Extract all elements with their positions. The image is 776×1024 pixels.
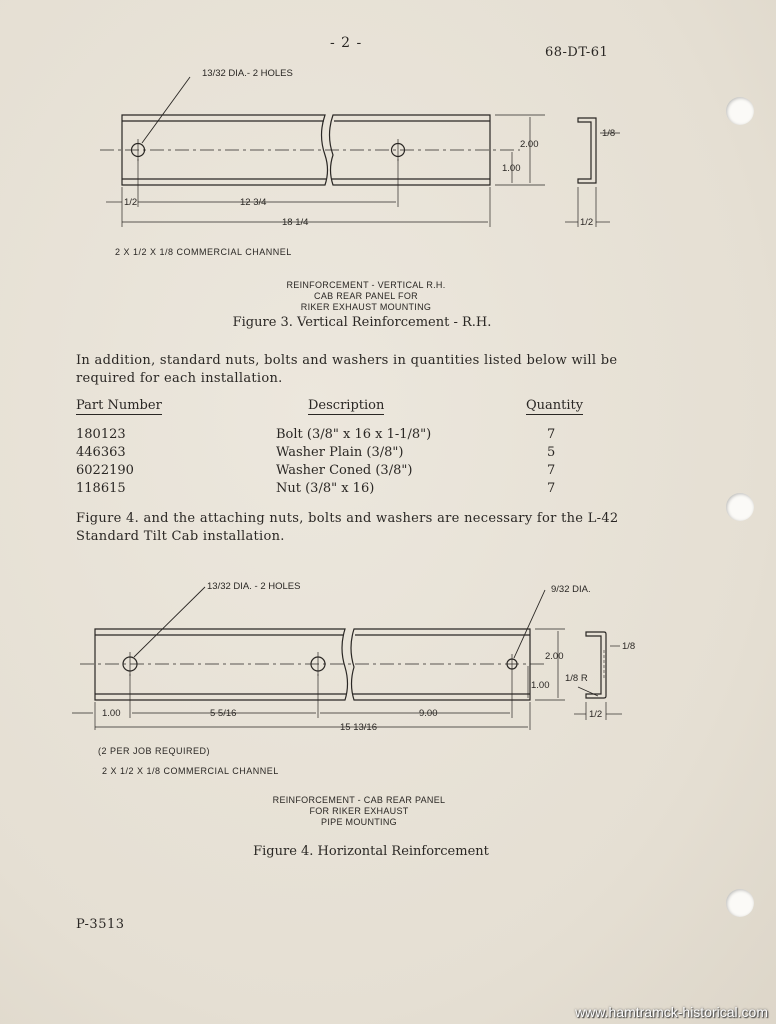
dimension-label: 5 5/16 <box>210 708 237 719</box>
column-header: Part Number <box>76 398 162 413</box>
dimension-label: 1/8 R <box>565 673 588 684</box>
dimension-label: 9.00 <box>419 708 438 719</box>
dimension-label: 12 3/4 <box>240 197 267 208</box>
caption-line: CAB REAR PANEL FOR <box>314 291 418 301</box>
paragraph: Figure 4. and the attaching nuts, bolts and washers are necessary for the L-42 Standard Tilt Cab installation. <box>76 511 619 544</box>
dimension-label: 1/8 <box>602 128 616 139</box>
figure-4-svg <box>0 570 776 750</box>
description: Washer Plain (3/8") <box>276 445 404 460</box>
document-code: P-3513 <box>76 917 125 932</box>
figure-3-caption <box>216 280 516 313</box>
channel-section-view <box>578 118 596 183</box>
dimension-label: 1.00 <box>502 163 521 174</box>
channel-note: 2 X 1/2 X 1/8 COMMERCIAL CHANNEL <box>115 247 292 257</box>
channel-section-view <box>586 632 606 698</box>
page-number: - 2 - <box>330 35 363 51</box>
caption-line: RIKER EXHAUST MOUNTING <box>300 302 432 312</box>
table-row <box>76 427 596 445</box>
dimension-label: 1/2 <box>124 197 138 208</box>
description: Bolt (3/8" x 16 x 1-1/8") <box>276 427 432 442</box>
column-header: Description <box>308 398 385 413</box>
table-row <box>76 445 596 463</box>
column-header: Quantity <box>526 398 584 413</box>
figure-4-title: Figure 4. Horizontal Reinforcement <box>253 844 489 859</box>
binder-hole <box>726 493 754 521</box>
document-number: 68-DT-61 <box>545 45 609 60</box>
holes-note: 13/32 DIA. - 2 HOLES <box>207 581 301 592</box>
caption-line: FOR RIKER EXHAUST <box>309 806 409 816</box>
figure-3-svg <box>0 55 776 255</box>
caption-line: REINFORCEMENT - CAB REAR PANEL <box>272 795 446 805</box>
table-row <box>76 481 596 499</box>
table-row <box>76 463 596 481</box>
figure-3-title: Figure 3. Vertical Reinforcement - R.H. <box>232 315 492 330</box>
binder-hole <box>726 889 754 917</box>
quantity: 7 <box>547 481 556 496</box>
dimension-label: 1.00 <box>531 680 550 691</box>
dimension-label: 1.00 <box>102 708 121 719</box>
channel-left-segment <box>95 629 348 700</box>
quantity: 5 <box>547 445 556 460</box>
dimension-label: 1/2 <box>589 709 603 720</box>
part-number: 6022190 <box>76 463 134 478</box>
quantity: 7 <box>547 427 556 442</box>
channel-note: 2 X 1/2 X 1/8 COMMERCIAL CHANNEL <box>102 766 279 776</box>
caption-line: PIPE MOUNTING <box>321 817 397 827</box>
dimension-label: 15 13/16 <box>340 722 377 733</box>
part-number: 446363 <box>76 445 126 460</box>
caption-line: REINFORCEMENT - VERTICAL R.H. <box>286 280 446 290</box>
part-number: 118615 <box>76 481 126 496</box>
description: Nut (3/8" x 16) <box>276 481 375 496</box>
dimension-label: 18 1/4 <box>282 217 309 228</box>
small-hole-note: 9/32 DIA. <box>551 584 591 595</box>
dimension-label: 2.00 <box>520 139 539 150</box>
part-number: 180123 <box>76 427 126 442</box>
channel-right-segment <box>351 629 530 700</box>
figure-4-drawing <box>0 570 776 750</box>
dimension-label: 1/8 <box>622 641 636 652</box>
dimension-label: 2.00 <box>545 651 564 662</box>
description: Washer Coned (3/8") <box>276 463 413 478</box>
holes-note: 13/32 DIA.- 2 HOLES <box>202 68 293 79</box>
quantity: 7 <box>547 463 556 478</box>
job-note: (2 PER JOB REQUIRED) <box>98 746 211 756</box>
figure-3-drawing <box>0 55 776 255</box>
watermark-url: www.hamtramck-historical.com <box>575 1004 768 1020</box>
figure-4-caption <box>209 795 509 828</box>
paragraph: In addition, standard nuts, bolts and washers in quantities listed below will be required for each installation. <box>76 353 618 386</box>
dimension-label: 1/2 <box>580 217 594 228</box>
